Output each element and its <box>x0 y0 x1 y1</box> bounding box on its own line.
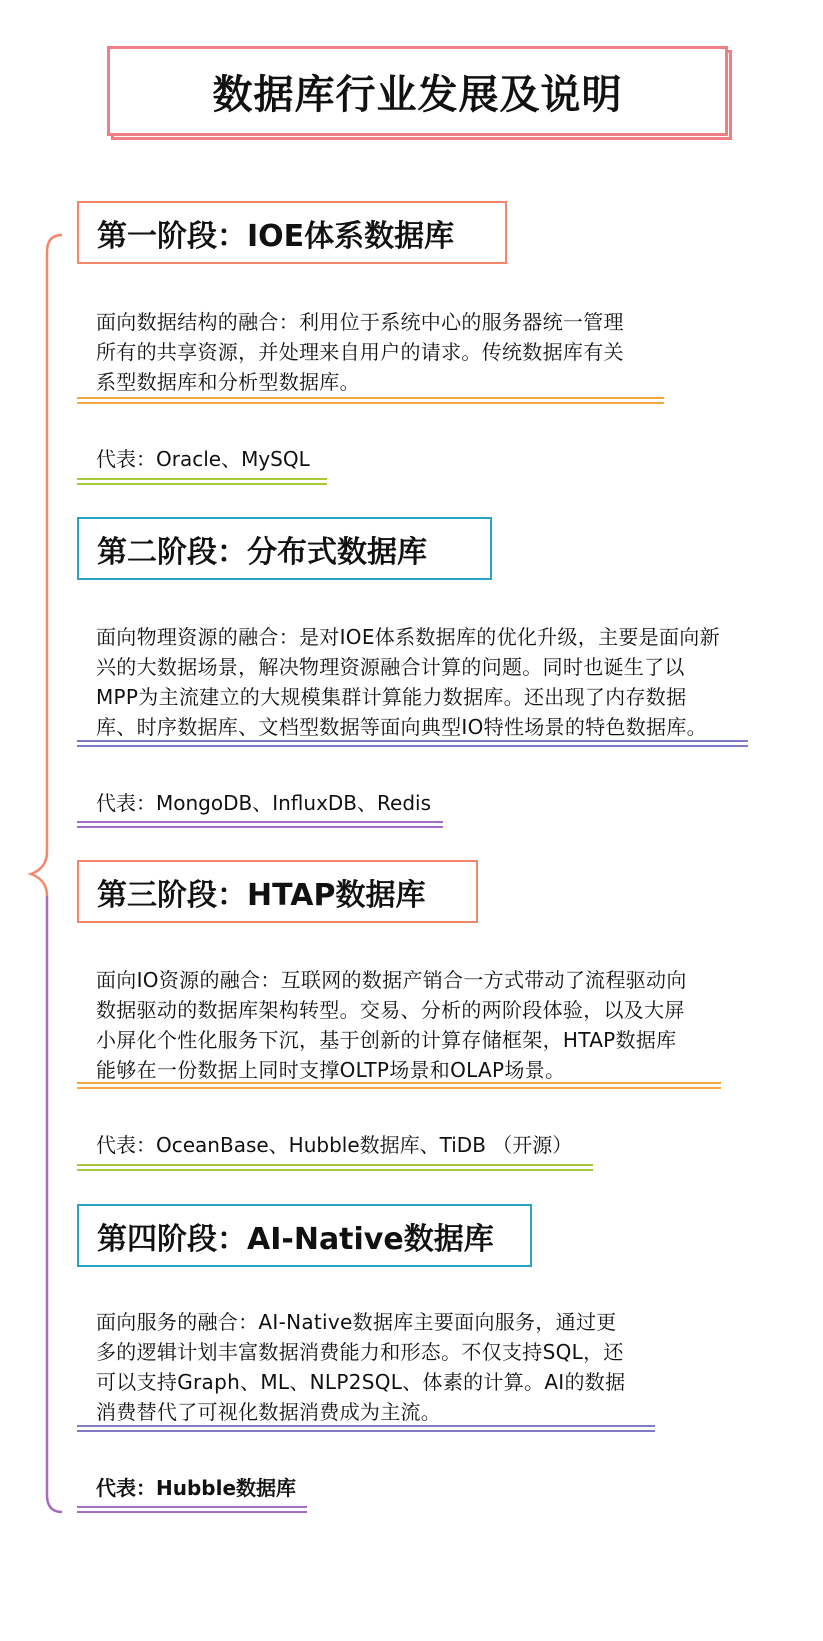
stage-1-desc-underline <box>77 397 664 404</box>
stage-1-heading <box>77 201 507 264</box>
stage-3-desc-underline <box>77 1082 721 1089</box>
stage-3-representative: 代表：OceanBase、Hubble数据库、TiDB （开源） <box>96 1133 573 1157</box>
stage-3-desc-line: 小屏化个性化服务下沉，基于创新的计算存储框架，HTAP数据库 <box>96 1028 677 1052</box>
stage-2-heading <box>77 517 492 580</box>
stage-4-representative: 代表：Hubble数据库 <box>96 1476 297 1500</box>
stage-3-rep-underline <box>77 1164 593 1171</box>
stage-2-desc-line: 兴的大数据场景，解决物理资源融合计算的问题。同时也诞生了以 <box>96 655 685 679</box>
stage-4-description <box>96 1307 625 1427</box>
stage-2-desc-line: 面向物理资源的融合：是对IOE体系数据库的优化升级，主要是面向新 <box>96 625 720 649</box>
stage-1-desc-line: 系型数据库和分析型数据库。 <box>96 370 360 394</box>
stage-4-desc-line: 多的逻辑计划丰富数据消费能力和形态。不仅支持SQL，还 <box>96 1340 624 1364</box>
stage-1-rep-underline <box>77 478 327 485</box>
stage-1-description <box>96 307 624 397</box>
stage-4-heading <box>77 1204 532 1267</box>
stage-2-desc-line: MPP为主流建立的大规模集群计算能力数据库。还出现了内存数据 <box>96 685 687 709</box>
stage-1-desc-line: 所有的共享资源，并处理来自用户的请求。传统数据库有关 <box>96 340 624 364</box>
stage-1-representative: 代表：Oracle、MySQL <box>96 447 310 471</box>
brace-lower <box>47 896 62 1512</box>
brace-upper <box>31 235 62 896</box>
stage-3-desc-line: 能够在一份数据上同时支撑OLTP场景和OLAP场景。 <box>96 1058 566 1082</box>
stage-2-representative: 代表：MongoDB、InfluxDB、Redis <box>96 791 431 815</box>
stage-3-heading-text: 第三阶段：HTAP数据库 <box>97 877 426 913</box>
stage-3-description <box>96 965 687 1085</box>
stage-4-desc-underline <box>77 1425 655 1432</box>
stage-2-desc-line: 库、时序数据库、文档型数据等面向典型IO特性场景的特色数据库。 <box>96 715 707 739</box>
stage-4-heading-text: 第四阶段：AI-Native数据库 <box>97 1221 494 1257</box>
stage-4-rep-underline <box>77 1506 307 1513</box>
stage-2-description <box>96 622 720 742</box>
stage-2-rep-underline <box>77 821 443 828</box>
stage-4-desc-line: 消费替代了可视化数据消费成为主流。 <box>96 1400 442 1424</box>
stage-1-desc-line: 面向数据结构的融合：利用位于系统中心的服务器统一管理 <box>96 310 624 334</box>
stage-3-desc-line: 数据驱动的数据库架构转型。交易、分析的两阶段体验，以及大屏 <box>96 998 685 1022</box>
page-title: 数据库行业发展及说明 <box>212 71 623 118</box>
title-box <box>107 46 728 136</box>
stage-3-desc-line: 面向IO资源的融合：互联网的数据产销合一方式带动了流程驱动向 <box>96 968 687 992</box>
stage-3-heading <box>77 860 478 923</box>
stage-2-heading-text: 第二阶段：分布式数据库 <box>97 534 427 570</box>
stage-4-desc-line: 面向服务的融合：AI-Native数据库主要面向服务，通过更 <box>96 1310 617 1334</box>
stage-2-desc-underline <box>77 740 748 747</box>
stage-4-desc-line: 可以支持Graph、ML、NLP2SQL、体素的计算。AI的数据 <box>96 1370 626 1394</box>
stage-1-heading-text: 第一阶段：IOE体系数据库 <box>97 218 455 254</box>
